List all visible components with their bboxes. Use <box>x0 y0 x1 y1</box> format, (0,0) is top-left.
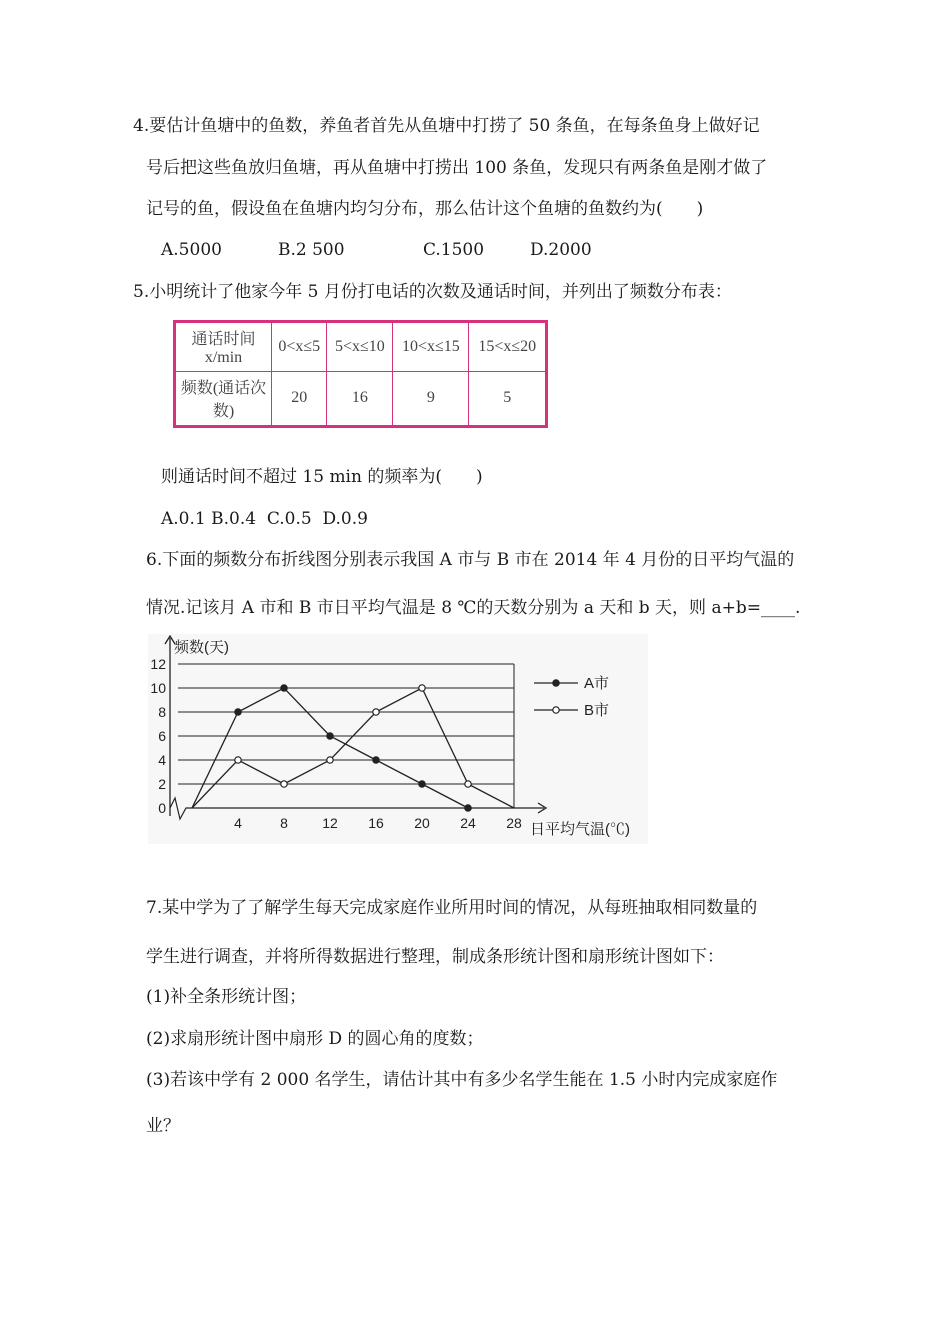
table-cell: 20 <box>272 371 327 426</box>
data-point <box>327 757 333 763</box>
x-tick-label: 28 <box>506 815 522 831</box>
table-cell: 9 <box>393 371 469 426</box>
q4-option-d: D.2000 <box>530 240 592 260</box>
q7-sub-3: (3)若该中学有 2 000 名学生，请估计其中有多少名学生能在 1.5 小时内完成家庭作 <box>146 1070 778 1090</box>
table-cell: 16 <box>327 371 393 426</box>
table-cell: 5 <box>469 371 547 426</box>
data-point <box>373 709 379 715</box>
chart-background <box>148 634 648 844</box>
x-tick-label: 12 <box>322 815 338 831</box>
q7-line-1: 7.某中学为了了解学生每天完成家庭作业所用时间的情况，从每班抽取相同数量的 <box>146 898 758 918</box>
q5-question: 则通话时间不超过 15 min 的频率为( ) <box>161 467 483 487</box>
table-header-cell: 5<x≤10 <box>327 322 393 372</box>
data-point <box>465 781 471 787</box>
table-header-cell: 通话时间 x/min <box>175 322 272 372</box>
q7-line-2: 学生进行调查，并将所得数据进行整理，制成条形统计图和扇形统计图如下： <box>146 947 724 967</box>
table-row <box>175 371 547 426</box>
q7-sub-1: (1)补全条形统计图； <box>146 987 307 1007</box>
frequency-table <box>173 320 548 428</box>
legend-label: B市 <box>584 702 610 719</box>
q7-sub-2: (2)求扇形统计图中扇形 D 的圆心角的度数； <box>146 1029 484 1049</box>
data-point <box>281 685 287 691</box>
q4-line-2: 号后把这些鱼放归鱼塘，再从鱼塘中打捞出 100 条鱼，发现只有两条鱼是刚才做了 <box>146 158 768 178</box>
data-point <box>235 709 241 715</box>
q4-option-a: A.5000 <box>161 240 222 260</box>
q4-line-1: 4.要估计鱼塘中的鱼数，养鱼者首先从鱼塘中打捞了 50 条鱼，在每条鱼身上做好记 <box>133 116 760 136</box>
legend-label: A市 <box>584 675 610 692</box>
table-header-cell: 0<x≤5 <box>272 322 327 372</box>
data-point <box>419 781 425 787</box>
table-header-cell: 10<x≤15 <box>393 322 469 372</box>
y-tick-label: 10 <box>150 680 166 696</box>
data-point <box>327 733 333 739</box>
x-tick-label: 24 <box>460 815 476 831</box>
data-point <box>281 781 287 787</box>
y-axis-label: 频数(天) <box>174 639 229 656</box>
x-tick-label: 4 <box>234 815 242 831</box>
q4-option-c: C.1500 <box>423 240 485 260</box>
table-cell: 频数(通话次数) <box>175 371 272 426</box>
frequency-line-chart <box>148 634 648 844</box>
q4-options <box>161 238 592 262</box>
q7-sub-3-continued: 业？ <box>146 1116 180 1136</box>
y-tick-label: 0 <box>158 800 166 816</box>
table-header-cell: 15<x≤20 <box>469 322 547 372</box>
q6-line-2: 情况.记该月 A 市和 B 市日平均气温是 8 ℃的天数分别为 a 天和 b 天，则 a+b=____. <box>146 598 801 618</box>
q5-stem: 5.小明统计了他家今年 5 月份打电话的次数及通话时间，并列出了频数分布表： <box>133 282 732 302</box>
data-point <box>235 757 241 763</box>
y-tick-label: 2 <box>158 776 166 792</box>
x-axis-label: 日平均气温(℃) <box>530 821 630 838</box>
legend-marker <box>553 680 559 686</box>
y-tick-label: 6 <box>158 728 166 744</box>
legend-marker <box>553 707 559 713</box>
q6-line-1: 6.下面的频数分布折线图分别表示我国 A 市与 B 市在 2014 年 4 月份的日平均气温的 <box>146 550 795 570</box>
y-tick-label: 4 <box>158 752 166 768</box>
x-tick-label: 20 <box>414 815 430 831</box>
data-point <box>419 685 425 691</box>
data-point <box>373 757 379 763</box>
x-tick-label: 8 <box>280 815 288 831</box>
data-point <box>465 805 471 811</box>
y-tick-label: 12 <box>150 656 166 672</box>
q4-line-3: 记号的鱼，假设鱼在鱼塘内均匀分布，那么估计这个鱼塘的鱼数约为( ) <box>146 199 704 219</box>
x-tick-label: 16 <box>368 815 384 831</box>
y-tick-label: 8 <box>158 704 166 720</box>
q5-options: A.0.1 B.0.4 C.0.5 D.0.9 <box>161 509 368 529</box>
table-row <box>175 322 547 372</box>
q4-option-b: B.2 500 <box>278 240 345 260</box>
